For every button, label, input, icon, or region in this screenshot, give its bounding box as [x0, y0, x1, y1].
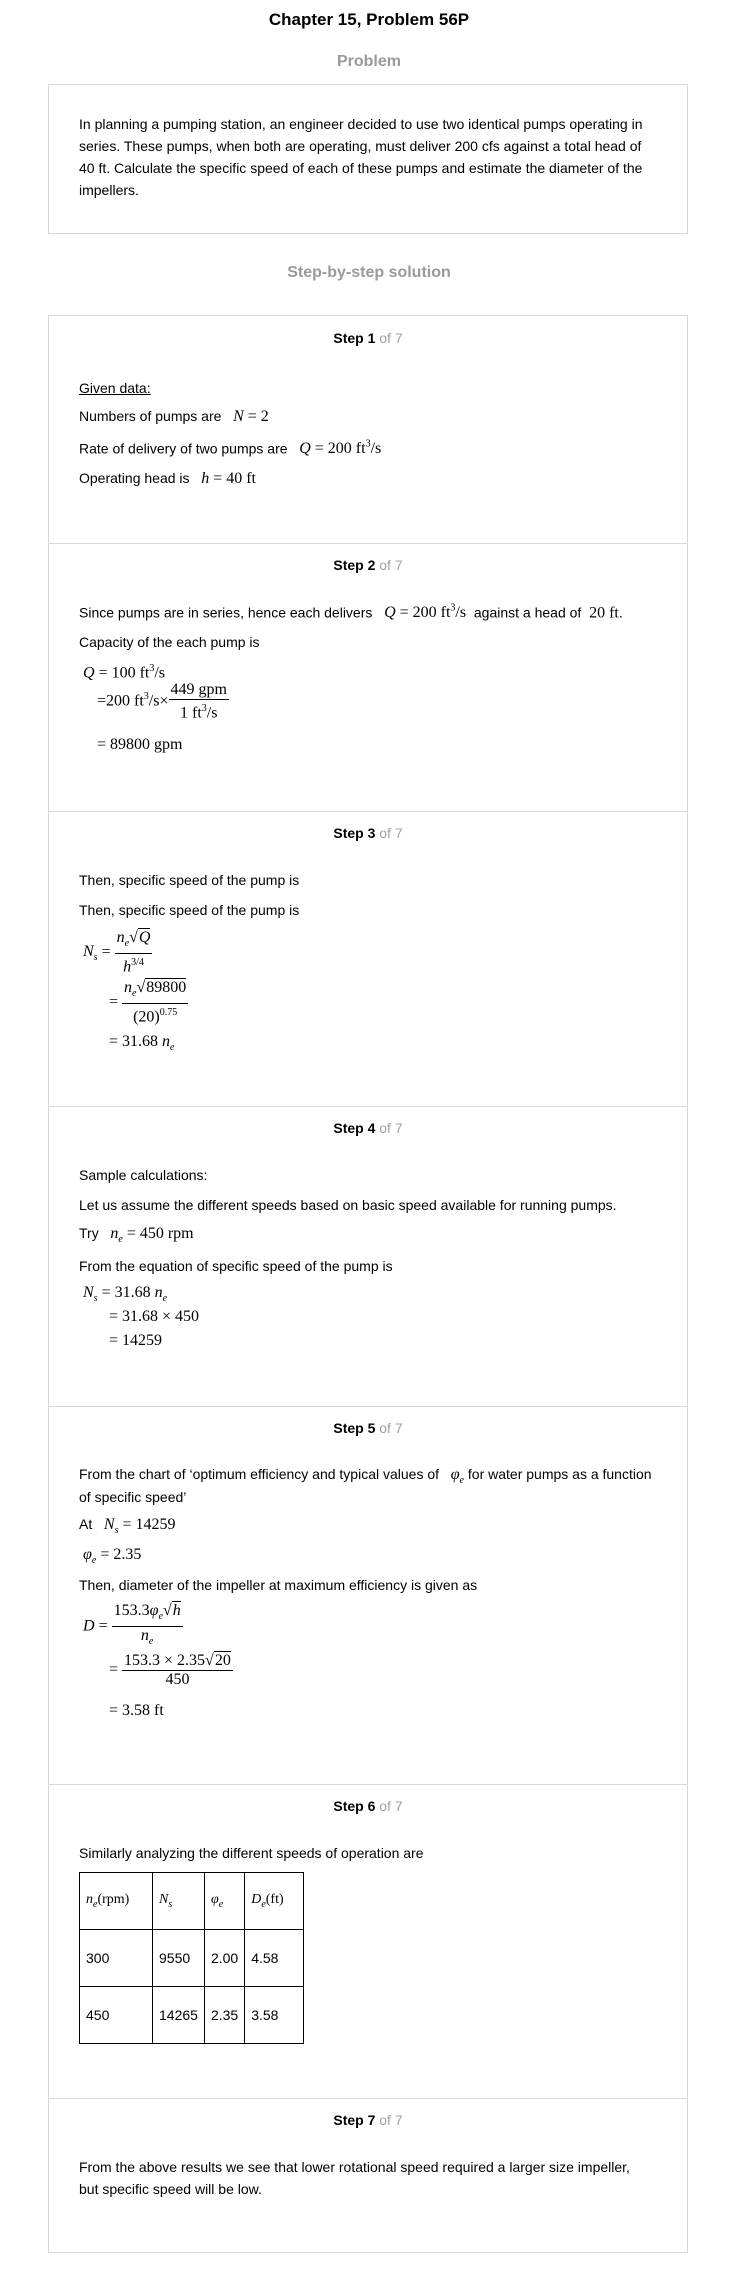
table-cell: 2.35 [204, 1987, 244, 2044]
step-count: of 7 [375, 1420, 403, 1436]
step-1-line-2: Rate of delivery of two pumps are Q = 200 $ft^3/s$ [79, 439, 382, 458]
math-line: $\varphi_e = 2.35$ [83, 1546, 142, 1567]
table-cell: 4.58 [245, 1930, 304, 1987]
math-line: D = $\frac{153.3\varphi_e√h}{n_e}$ [83, 1602, 181, 1648]
step-1-line-3: Operating head is h = 40 ft [79, 470, 256, 487]
problem-text: In planning a pumping station, an engineer decided to use two identical pumps operating in series. These pumps, when both are operating, must deliver 200 cfs against a total head of 40 ft. Calculate the specific speed of each of these pumps and estimate the diameter of the impellers. [79, 116, 643, 198]
step-count: of 7 [375, 330, 403, 346]
math-line: = 3.58 ft [109, 1702, 164, 1719]
table-row [80, 1987, 304, 2044]
step-4-line-2: Let us assume the different speeds based on basic speed available for running pumps. [79, 1197, 617, 1213]
math-line: = 89800 gpm [97, 736, 183, 753]
step-label: Step 6 [333, 1798, 376, 1814]
math-line: $N_s = 31.68$ $n_e$ [83, 1284, 168, 1305]
step-label: Step 2 [333, 557, 376, 573]
table-cell: 14265 [153, 1987, 205, 2044]
step-2 [49, 543, 687, 812]
step-6 [49, 1784, 687, 2099]
step-count: of 7 [375, 825, 403, 841]
table-header-cell: $D_e(ft)$ [245, 1873, 304, 1930]
step-label: Step 1 [333, 330, 376, 346]
problem-box [48, 84, 688, 234]
math-line: = 31.68 $n_e$ [109, 1033, 175, 1054]
step-7-header [49, 2112, 687, 2128]
math-expr: N = 2 [233, 408, 269, 425]
table-cell: 2.00 [204, 1930, 244, 1987]
step-3 [49, 811, 687, 1107]
math-expr: 20 ft [589, 604, 619, 622]
step-6-line-1: Similarly analyzing the different speeds of operation are [79, 1845, 424, 1861]
step-5-line-1: From the chart of ‘optimum efficiency and typical values of $\varphi_e$ for water pumps as a function [79, 1466, 652, 1487]
step-4 [49, 1106, 687, 1407]
step-5-header [49, 1420, 687, 1436]
table-header-cell: $N_s$ [153, 1873, 205, 1930]
step-5-line-1-cont: of specific speed’ [79, 1489, 187, 1505]
math-expr: h = 40 ft [201, 470, 256, 487]
step-count: of 7 [375, 557, 403, 573]
step-label: Step 4 [333, 1120, 376, 1136]
table-header-row [80, 1873, 304, 1930]
step-7-line-1: From the above results we see that lower rotational speed required a larger size impeller, [79, 2159, 630, 2175]
math-expr: $\varphi_e$ [450, 1466, 464, 1487]
step-2-line-1: Since pumps are in series, hence each delivers Q = 200 $ft^3/s$ against a head of 20 ft. [79, 603, 623, 622]
step-3-header [49, 825, 687, 841]
step-4-line-3: Try $n_e = 450$ rpm [79, 1225, 194, 1246]
solution-box [48, 315, 688, 2253]
table-cell: 300 [80, 1930, 153, 1987]
step-label: Step 5 [333, 1420, 376, 1436]
table-header-cell: $\varphi_e$ [204, 1873, 244, 1930]
step-3-line-1: Then, specific speed of the pump is [79, 872, 300, 888]
step-1-header [49, 330, 687, 346]
problem-heading: Problem [336, 53, 401, 70]
step-4-line-1: Sample calculations: [79, 1167, 208, 1183]
step-7-line-2: but specific speed will be low. [79, 2181, 262, 2197]
math-expr: $n_e = 450$ rpm [110, 1225, 194, 1246]
math-line: = 31.68 × 450 [109, 1308, 200, 1325]
math-expr: $N_s = 14259$ [103, 1516, 176, 1537]
table-cell: 9550 [153, 1930, 205, 1987]
step-count: of 7 [375, 1120, 403, 1136]
step-4-line-4: From the equation of specific speed of the pump is [79, 1258, 393, 1274]
math-line: Q = 100 $ft^3/s$ [83, 663, 166, 682]
math-line: =200 $ft^3/s\times$ $\frac{\text{449 gpm}}{1 ft^3/s}$ [97, 681, 227, 722]
table-row [80, 1930, 304, 1987]
step-label: Step 3 [333, 825, 376, 841]
step-4-header [49, 1120, 687, 1136]
step-1-line-1: Numbers of pumps are N = 2 [79, 408, 269, 425]
step-3-line-2: Then, specific speed of the pump is [79, 902, 300, 918]
results-table [79, 1872, 304, 2044]
step-7 [49, 2098, 687, 2254]
table-cell: 450 [80, 1987, 153, 2044]
page-title: Chapter 15, Problem 56P [268, 10, 470, 29]
solution-heading: Step-by-step solution [287, 264, 451, 281]
step-count: of 7 [375, 2112, 403, 2128]
step-2-line-2: Capacity of the each pump is [79, 634, 260, 650]
step-count: of 7 [375, 1798, 403, 1814]
step-5-line-2: At $N_s = 14259$ [79, 1516, 176, 1537]
step-5-line-4: Then, diameter of the impeller at maximum efficiency is given as [79, 1577, 478, 1593]
math-line: = $\frac{n_e√89800}{(20)^{0.75}}$ [109, 979, 187, 1026]
step-2-header [49, 557, 687, 573]
table-header-cell: $n_e(rpm)$ [80, 1873, 153, 1930]
step-6-header [49, 1798, 687, 1814]
math-expr: Q = 200 $ft^3/s$ [299, 439, 382, 458]
math-line: = $\frac{153.3 \times 2.35√20}{450}$ [109, 1652, 231, 1688]
math-expr: Q = 200 $ft^3/s$ [384, 603, 467, 622]
math-line: = 14259 [109, 1332, 163, 1349]
math-line: $N_s$ = $\frac{n_e√Q}{h^{3/4}}$ [83, 929, 151, 976]
given-data-label: Given data: [79, 380, 151, 396]
table-cell: 3.58 [245, 1987, 304, 2044]
step-label: Step 7 [333, 2112, 376, 2128]
step-5 [49, 1406, 687, 1785]
step-1 [49, 316, 687, 544]
